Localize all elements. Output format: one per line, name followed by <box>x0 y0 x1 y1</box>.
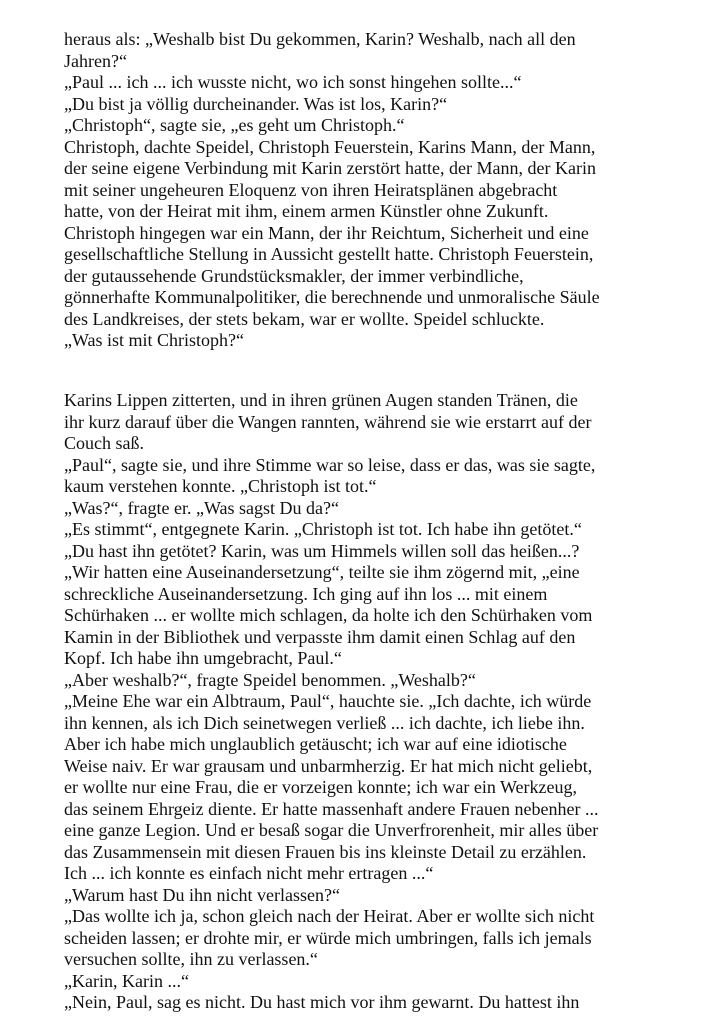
text-block-2 <box>64 390 684 1014</box>
text-line: „Warum hast Du ihn nicht verlassen?“ <box>64 884 340 905</box>
text-line: heraus als: „Weshalb bist Du gekommen, Karin? Weshalb, nach all den <box>64 29 576 49</box>
text-line: Ich ... ich konnte es einfach nicht mehr ertragen ...“ <box>64 863 434 883</box>
text-line: er wollte nur eine Frau, die er vorzeigen konnte; ich war ein Werkzeug, <box>64 777 578 797</box>
text-line: scheiden lassen; er drohte mir, er würde mich umbringen, falls ich jemals <box>64 927 592 948</box>
text-line: des Landkreises, der stets bekam, war er wollte. Speidel schluckte. <box>64 308 545 329</box>
text-line: „Nein, Paul, sag es nicht. Du hast mich vor ihm gewarnt. Du hattest ihn <box>64 992 580 1012</box>
text-line: eine ganze Legion. Und er besaß sogar die Unverfrorenheit, mir alles über <box>64 820 599 840</box>
text-line: Aber ich habe mich unglaublich getäuscht; ich war auf eine idiotische <box>64 734 567 754</box>
text-line: „Meine Ehe war ein Albtraum, Paul“, hauchte sie. „Ich dachte, ich würde <box>64 691 592 711</box>
text-line: gesellschaftliche Stellung in Aussicht gestellt hatte. Christoph Feuerstein, <box>64 244 594 264</box>
text-line: „Christoph“, sagte sie, „es geht um Christoph.“ <box>64 115 405 135</box>
text-line: Couch saß. <box>64 433 144 453</box>
text-line: mit seiner ungeheuren Eloquenz von ihren Heiratsplänen abgebracht <box>64 179 558 200</box>
text-line: Karins Lippen zitterten, und in ihren grünen Augen standen Tränen, die <box>64 390 578 410</box>
text-line: „Paul“, sagte sie, und ihre Stimme war so leise, dass er das, was sie sagte, <box>64 454 596 475</box>
text-line: Kopf. Ich habe ihn umgebracht, Paul.“ <box>64 648 342 668</box>
text-line: der seine eigene Verbindung mit Karin zerstört hatte, der Mann, der Karin <box>64 158 596 178</box>
text-line: ihr kurz darauf über die Wangen rannten, während sie wie erstarrt auf der <box>64 411 592 432</box>
text-line: versuchen sollte, ihn zu verlassen.“ <box>64 949 318 969</box>
text-line: „Aber weshalb?“, fragte Speidel benommen. „Weshalb?“ <box>64 669 476 690</box>
paragraph-gap <box>64 352 684 391</box>
document-page <box>64 29 684 1014</box>
text-line: Weise naiv. Er war grausam und unbarmherzig. Er hat mich nicht geliebt, <box>64 755 593 776</box>
text-line: „Karin, Karin ...“ <box>64 970 189 991</box>
text-line: „Paul ... ich ... ich wusste nicht, wo ich sonst hingehen sollte...“ <box>64 72 522 92</box>
text-line: Christoph hingegen war ein Mann, der ihr Reichtum, Sicherheit und eine <box>64 222 589 243</box>
text-line: hatte, von der Heirat mit ihm, einem armen Künstler ohne Zukunft. <box>64 201 549 221</box>
text-block-1 <box>64 29 684 352</box>
text-line: schreckliche Auseinandersetzung. Ich ging auf ihn los ... mit einem <box>64 583 548 604</box>
text-line: Schürhaken ... er wollte mich schlagen, da holte ich den Schürhaken vom <box>64 605 593 625</box>
text-line: „Du hast ihn getötet? Karin, was um Himmels willen soll das heißen...? <box>64 540 580 561</box>
text-line: das seinem Ehrgeiz diente. Er hatte massenhaft andere Frauen nebenher ... <box>64 798 599 819</box>
text-line: der gutaussehende Grundstücksmakler, der immer verbindliche, <box>64 265 524 286</box>
text-line: Christoph, dachte Speidel, Christoph Feuerstein, Karins Mann, der Mann, <box>64 136 596 157</box>
text-line: „Das wollte ich ja, schon gleich nach der Heirat. Aber er wollte sich nicht <box>64 906 595 926</box>
text-line: „Was ist mit Christoph?“ <box>64 330 245 350</box>
text-line: gönnerhafte Kommunalpolitiker, die berechnende und unmoralische Säule <box>64 287 600 307</box>
text-line: ihn kennen, als ich Dich seinetwegen verließ ... ich dachte, ich liebe ihn. <box>64 712 585 733</box>
text-line: „Was?“, fragte er. „Was sagst Du da?“ <box>64 497 339 518</box>
text-line: das Zusammensein mit diesen Frauen bis ins kleinste Detail zu erzählen. <box>64 841 587 862</box>
text-line: „Es stimmt“, entgegnete Karin. „Christoph ist tot. Ich habe ihn getötet.“ <box>64 519 582 539</box>
text-line: „Du bist ja völlig durcheinander. Was ist los, Karin?“ <box>64 93 448 114</box>
text-line: Jahren?“ <box>64 50 127 71</box>
text-line: Kamin in der Bibliothek und verpasste ihm damit einen Schlag auf den <box>64 626 576 647</box>
text-line: „Wir hatten eine Auseinandersetzung“, teilte sie ihm zögernd mit, „eine <box>64 562 580 582</box>
text-line: kaum verstehen konnte. „Christoph ist tot.“ <box>64 476 377 496</box>
